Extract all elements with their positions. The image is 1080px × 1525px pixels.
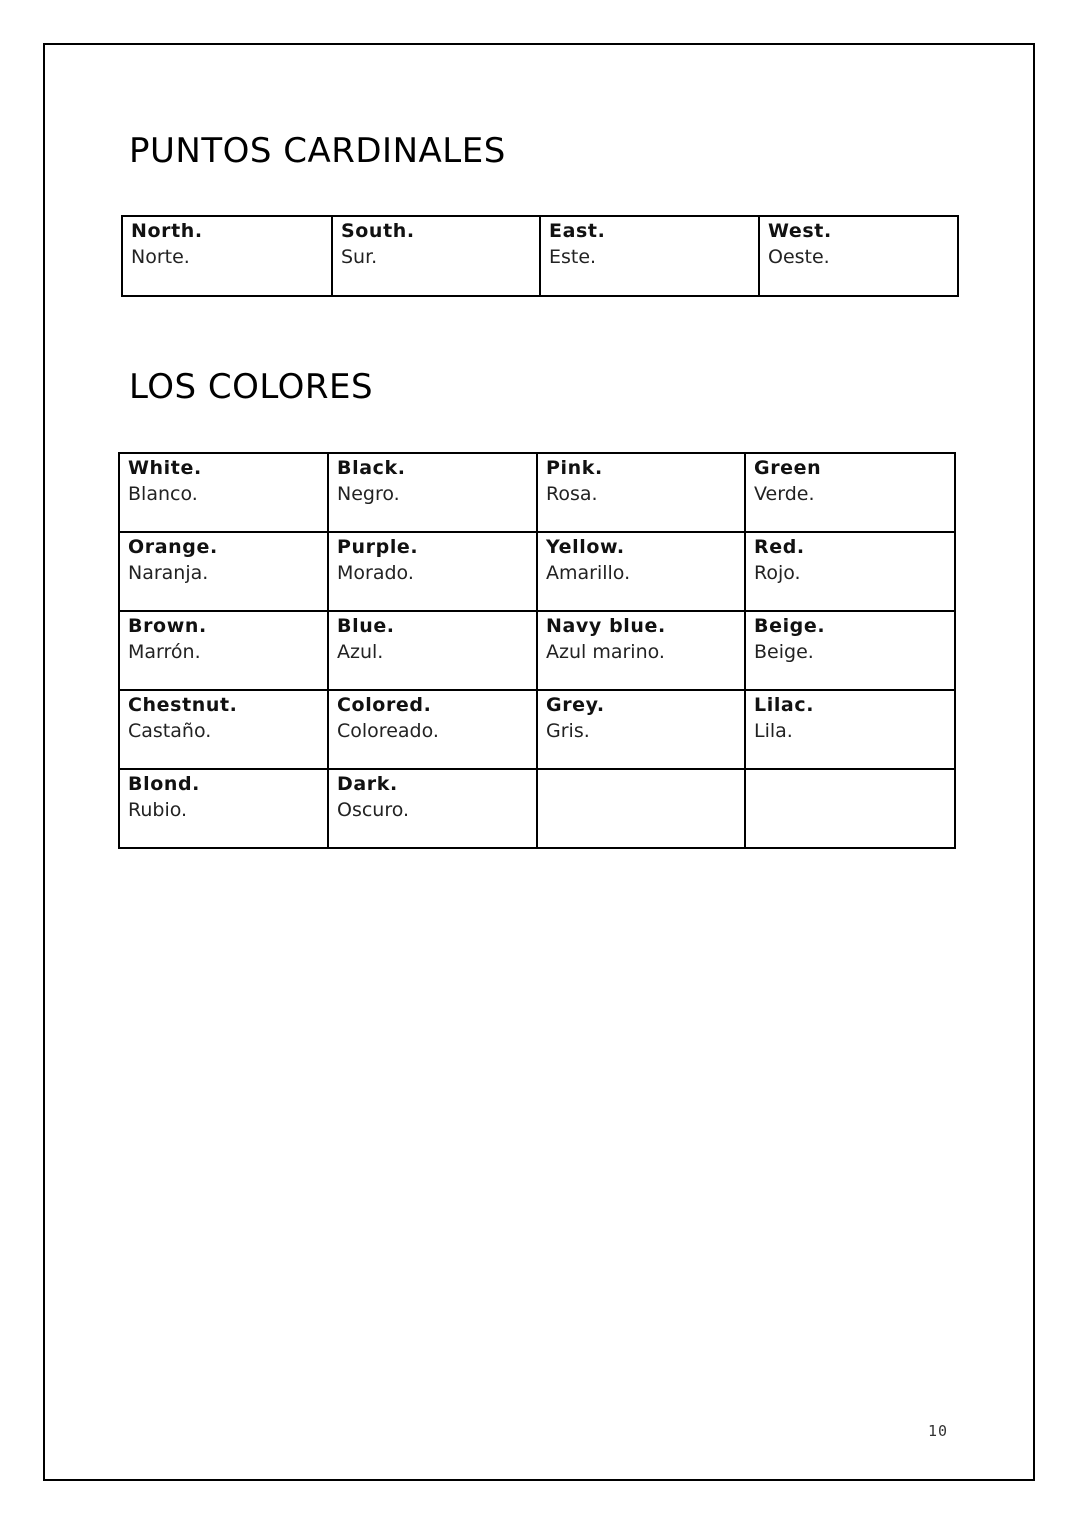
- english-term: Grey.: [546, 694, 605, 716]
- english-term: Beige.: [754, 615, 826, 637]
- empty-cell: [537, 769, 745, 848]
- english-term: Yellow.: [546, 536, 625, 558]
- table-row: [119, 690, 955, 769]
- table-cell: [119, 769, 328, 848]
- spanish-term: Verde.: [754, 483, 815, 505]
- english-term: West.: [768, 220, 832, 242]
- english-term: Pink.: [546, 457, 603, 479]
- table-cell: [537, 532, 745, 611]
- english-term: Purple.: [337, 536, 419, 558]
- table-row: [119, 611, 955, 690]
- spanish-term: Morado.: [337, 562, 414, 584]
- spanish-term: Gris.: [546, 720, 590, 742]
- table-cell: [119, 453, 328, 532]
- table-cell: [745, 690, 955, 769]
- table-cell: [328, 532, 537, 611]
- section-title-cardinal-points: PUNTOS CARDINALES: [129, 131, 506, 171]
- table-cell: [328, 611, 537, 690]
- english-term: Red.: [754, 536, 805, 558]
- spanish-term: Beige.: [754, 641, 814, 663]
- table-cell: [745, 532, 955, 611]
- spanish-term: Naranja.: [128, 562, 209, 584]
- spanish-term: Castaño.: [128, 720, 212, 742]
- spanish-term: Norte.: [131, 246, 190, 268]
- english-term: Green: [754, 457, 822, 479]
- table-row: [119, 769, 955, 848]
- table-cell: [745, 611, 955, 690]
- table-cell: [537, 611, 745, 690]
- spanish-term: Lila.: [754, 720, 793, 742]
- english-term: South.: [341, 220, 415, 242]
- spanish-term: Este.: [549, 246, 597, 268]
- table-row: [122, 216, 958, 296]
- cardinal-points-table: [121, 215, 959, 297]
- table-cell: [537, 453, 745, 532]
- empty-cell: [745, 769, 955, 848]
- spanish-term: Coloreado.: [337, 720, 439, 742]
- spanish-term: Oscuro.: [337, 799, 410, 821]
- page-number: 10: [928, 1422, 949, 1440]
- spanish-term: Rojo.: [754, 562, 801, 584]
- spanish-term: Sur.: [341, 246, 378, 268]
- table-cell: [328, 690, 537, 769]
- spanish-term: Azul marino.: [546, 641, 665, 663]
- table-cell: [122, 216, 332, 296]
- english-term: Colored.: [337, 694, 432, 716]
- english-term: North.: [131, 220, 203, 242]
- english-term: Navy blue.: [546, 615, 666, 637]
- english-term: Black.: [337, 457, 406, 479]
- english-term: Lilac.: [754, 694, 815, 716]
- table-cell: [537, 690, 745, 769]
- table-cell: [328, 453, 537, 532]
- spanish-term: Marrón.: [128, 641, 201, 663]
- table-cell: [119, 532, 328, 611]
- english-term: Blond.: [128, 773, 200, 795]
- colors-table: [118, 452, 956, 849]
- english-term: East.: [549, 220, 606, 242]
- spanish-term: Amarillo.: [546, 562, 631, 584]
- english-term: Blue.: [337, 615, 395, 637]
- english-term: Brown.: [128, 615, 207, 637]
- english-term: Chestnut.: [128, 694, 238, 716]
- table-cell: [328, 769, 537, 848]
- table-row: [119, 453, 955, 532]
- spanish-term: Oeste.: [768, 246, 830, 268]
- spanish-term: Rosa.: [546, 483, 598, 505]
- spanish-term: Azul.: [337, 641, 384, 663]
- table-cell: [759, 216, 958, 296]
- spanish-term: Rubio.: [128, 799, 188, 821]
- table-cell: [119, 611, 328, 690]
- section-title-colors: LOS COLORES: [129, 367, 374, 407]
- english-term: Dark.: [337, 773, 398, 795]
- english-term: White.: [128, 457, 202, 479]
- english-term: Orange.: [128, 536, 218, 558]
- table-cell: [745, 453, 955, 532]
- spanish-term: Blanco.: [128, 483, 198, 505]
- spanish-term: Negro.: [337, 483, 400, 505]
- table-cell: [540, 216, 759, 296]
- table-cell: [119, 690, 328, 769]
- table-row: [119, 532, 955, 611]
- table-cell: [332, 216, 540, 296]
